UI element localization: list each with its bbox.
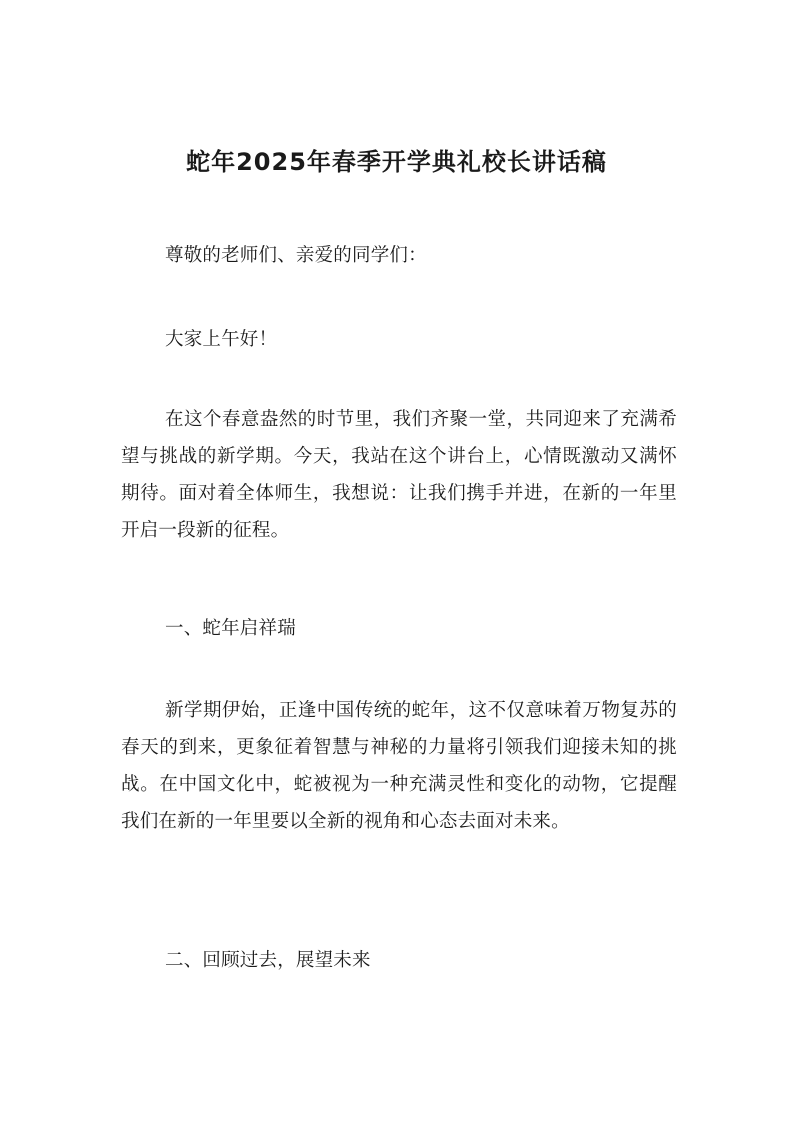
salutation: 尊敬的老师们、亲爱的同学们： <box>165 245 427 266</box>
intro-paragraph: 在这个春意盎然的时节里，我们齐聚一堂，共同迎来了充满希望与挑战的新学期。今天，我站在这个讲台上，心情既激动又满怀期待。面对着全体师生，我想说：让我们携手并进，在新的一年里开启一段新的征程。 <box>121 409 677 541</box>
greeting: 大家上午好！ <box>165 329 278 350</box>
document-title: 蛇年2025年春季开学典礼校长讲话稿 <box>186 148 607 177</box>
section-heading-1: 一、蛇年启祥瑞 <box>165 618 296 639</box>
section-heading-2: 二、回顾过去，展望未来 <box>165 950 371 971</box>
section-1-paragraph: 新学期伊始，正逢中国传统的蛇年，这不仅意味着万物复苏的春天的到来，更象征着智慧与神秘的力量将引领我们迎接未知的挑战。在中国文化中，蛇被视为一种充满灵性和变化的动物，它提醒我们在新的一年里要以全新的视角和心态去面对未来。 <box>121 700 677 832</box>
